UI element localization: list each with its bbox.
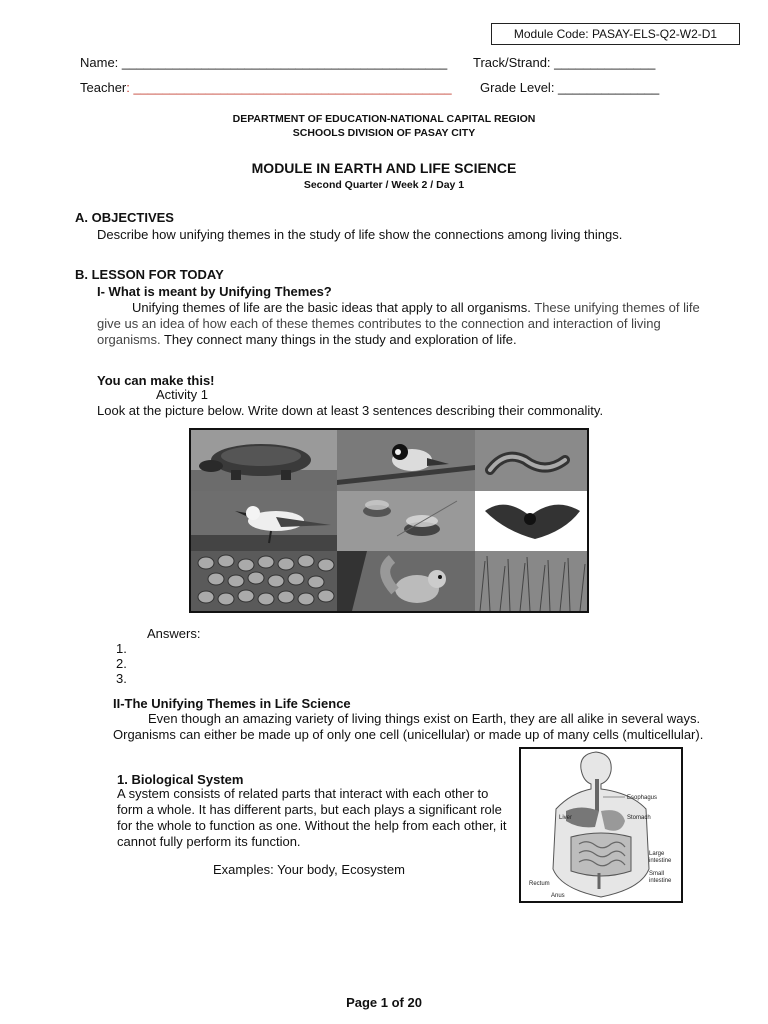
- label-large-intestine: intestine: [649, 858, 672, 864]
- answer-item-2: 2.: [116, 656, 127, 671]
- answers-label: Answers:: [147, 626, 201, 641]
- department-heading: DEPARTMENT OF EDUCATION-NATIONAL CAPITAL REGION: [232, 113, 536, 125]
- label-liver: Liver: [559, 815, 573, 821]
- name-field: Name: _____________________________________________: [80, 55, 448, 70]
- lesson-para-part-2: These unifying themes of life give us an idea of how each of these themes contributes to the connection and interaction of living organisms.: [97, 300, 700, 347]
- module-code: Module Code: PASAY-ELS-Q2-W2-D1: [513, 27, 718, 41]
- lesson-subheading: I- What is meant by Unifying Themes?: [97, 284, 332, 299]
- squirrel-photo: [337, 551, 475, 611]
- teacher-field: [80, 80, 452, 95]
- page-number: Page 1 of 20: [346, 995, 422, 1010]
- seagull-photo: [191, 491, 337, 551]
- module-code-box: [491, 23, 740, 45]
- label-stomach: Stomach: [627, 815, 651, 821]
- label-small: Small: [649, 871, 665, 877]
- snails-photo: [191, 551, 337, 611]
- organism-image-grid: [189, 428, 589, 613]
- lesson-para-part-3: They connect many things in the study and exploration of life.: [160, 332, 517, 347]
- grade-level-field: Grade Level: ______________: [480, 80, 660, 95]
- biological-system-examples: Examples: Your body, Ecosystem: [213, 862, 405, 877]
- digestive-system-diagram: [519, 747, 683, 903]
- grass-photo: [475, 551, 587, 611]
- division-heading: SCHOOLS DIVISION OF PASAY CITY: [292, 127, 476, 139]
- module-subtitle: Second Quarter / Week 2 / Day 1: [303, 179, 465, 191]
- unifying-themes-text: Even though an amazing variety of living things exist on Earth, they are all alike in several ways. Organisms can either be made up of only one cell (unicellular) or made up of many cells (multicellular).: [113, 711, 704, 742]
- answer-item-3: 3.: [116, 671, 127, 686]
- answer-item-1: 1.: [116, 641, 127, 656]
- unifying-themes-heading: II-The Unifying Themes in Life Science: [113, 696, 351, 711]
- label-large: Large: [649, 851, 665, 857]
- objectives-heading: A. OBJECTIVES: [75, 210, 174, 225]
- objectives-text: Describe how unifying themes in the study of life show the connections among living things.: [97, 227, 623, 242]
- lesson-para-part-1: Unifying themes of life are the basic ideas that apply to all organisms.: [132, 300, 535, 315]
- lesson-heading: B. LESSON FOR TODAY: [75, 267, 224, 282]
- label-esophagus: Esophagus: [627, 795, 658, 801]
- label-rectum: Rectum: [529, 881, 550, 887]
- fly-photo: [337, 491, 475, 551]
- biological-system-text: A system consists of related parts that interact with each other to form a whole. It has different parts, but each plays a significant role for the whole to function as one. Without the help from each other, it cannot fully perform its function.: [117, 786, 507, 849]
- lesson-paragraph: [97, 300, 705, 348]
- teacher-label: Teacher: [80, 80, 127, 95]
- biological-system-heading: 1. Biological System: [117, 772, 244, 787]
- teacher-line: : ____________________________________________: [126, 80, 452, 95]
- activity-heading: You can make this!: [97, 373, 215, 388]
- label-anus: Anus: [551, 893, 565, 899]
- activity-instruction: Look at the picture below. Write down at least 3 sentences describing their commonality.: [97, 403, 604, 418]
- turtle-photo: [191, 430, 337, 491]
- label-small-intestine: intestine: [649, 878, 672, 884]
- activity-label: Activity 1: [156, 387, 209, 402]
- worm-photo: [475, 430, 587, 491]
- bat-photo: [475, 491, 587, 551]
- bird-photo: [337, 430, 475, 491]
- track-strand-field: Track/Strand: ______________: [473, 55, 656, 70]
- module-title: MODULE IN EARTH AND LIFE SCIENCE: [251, 160, 517, 176]
